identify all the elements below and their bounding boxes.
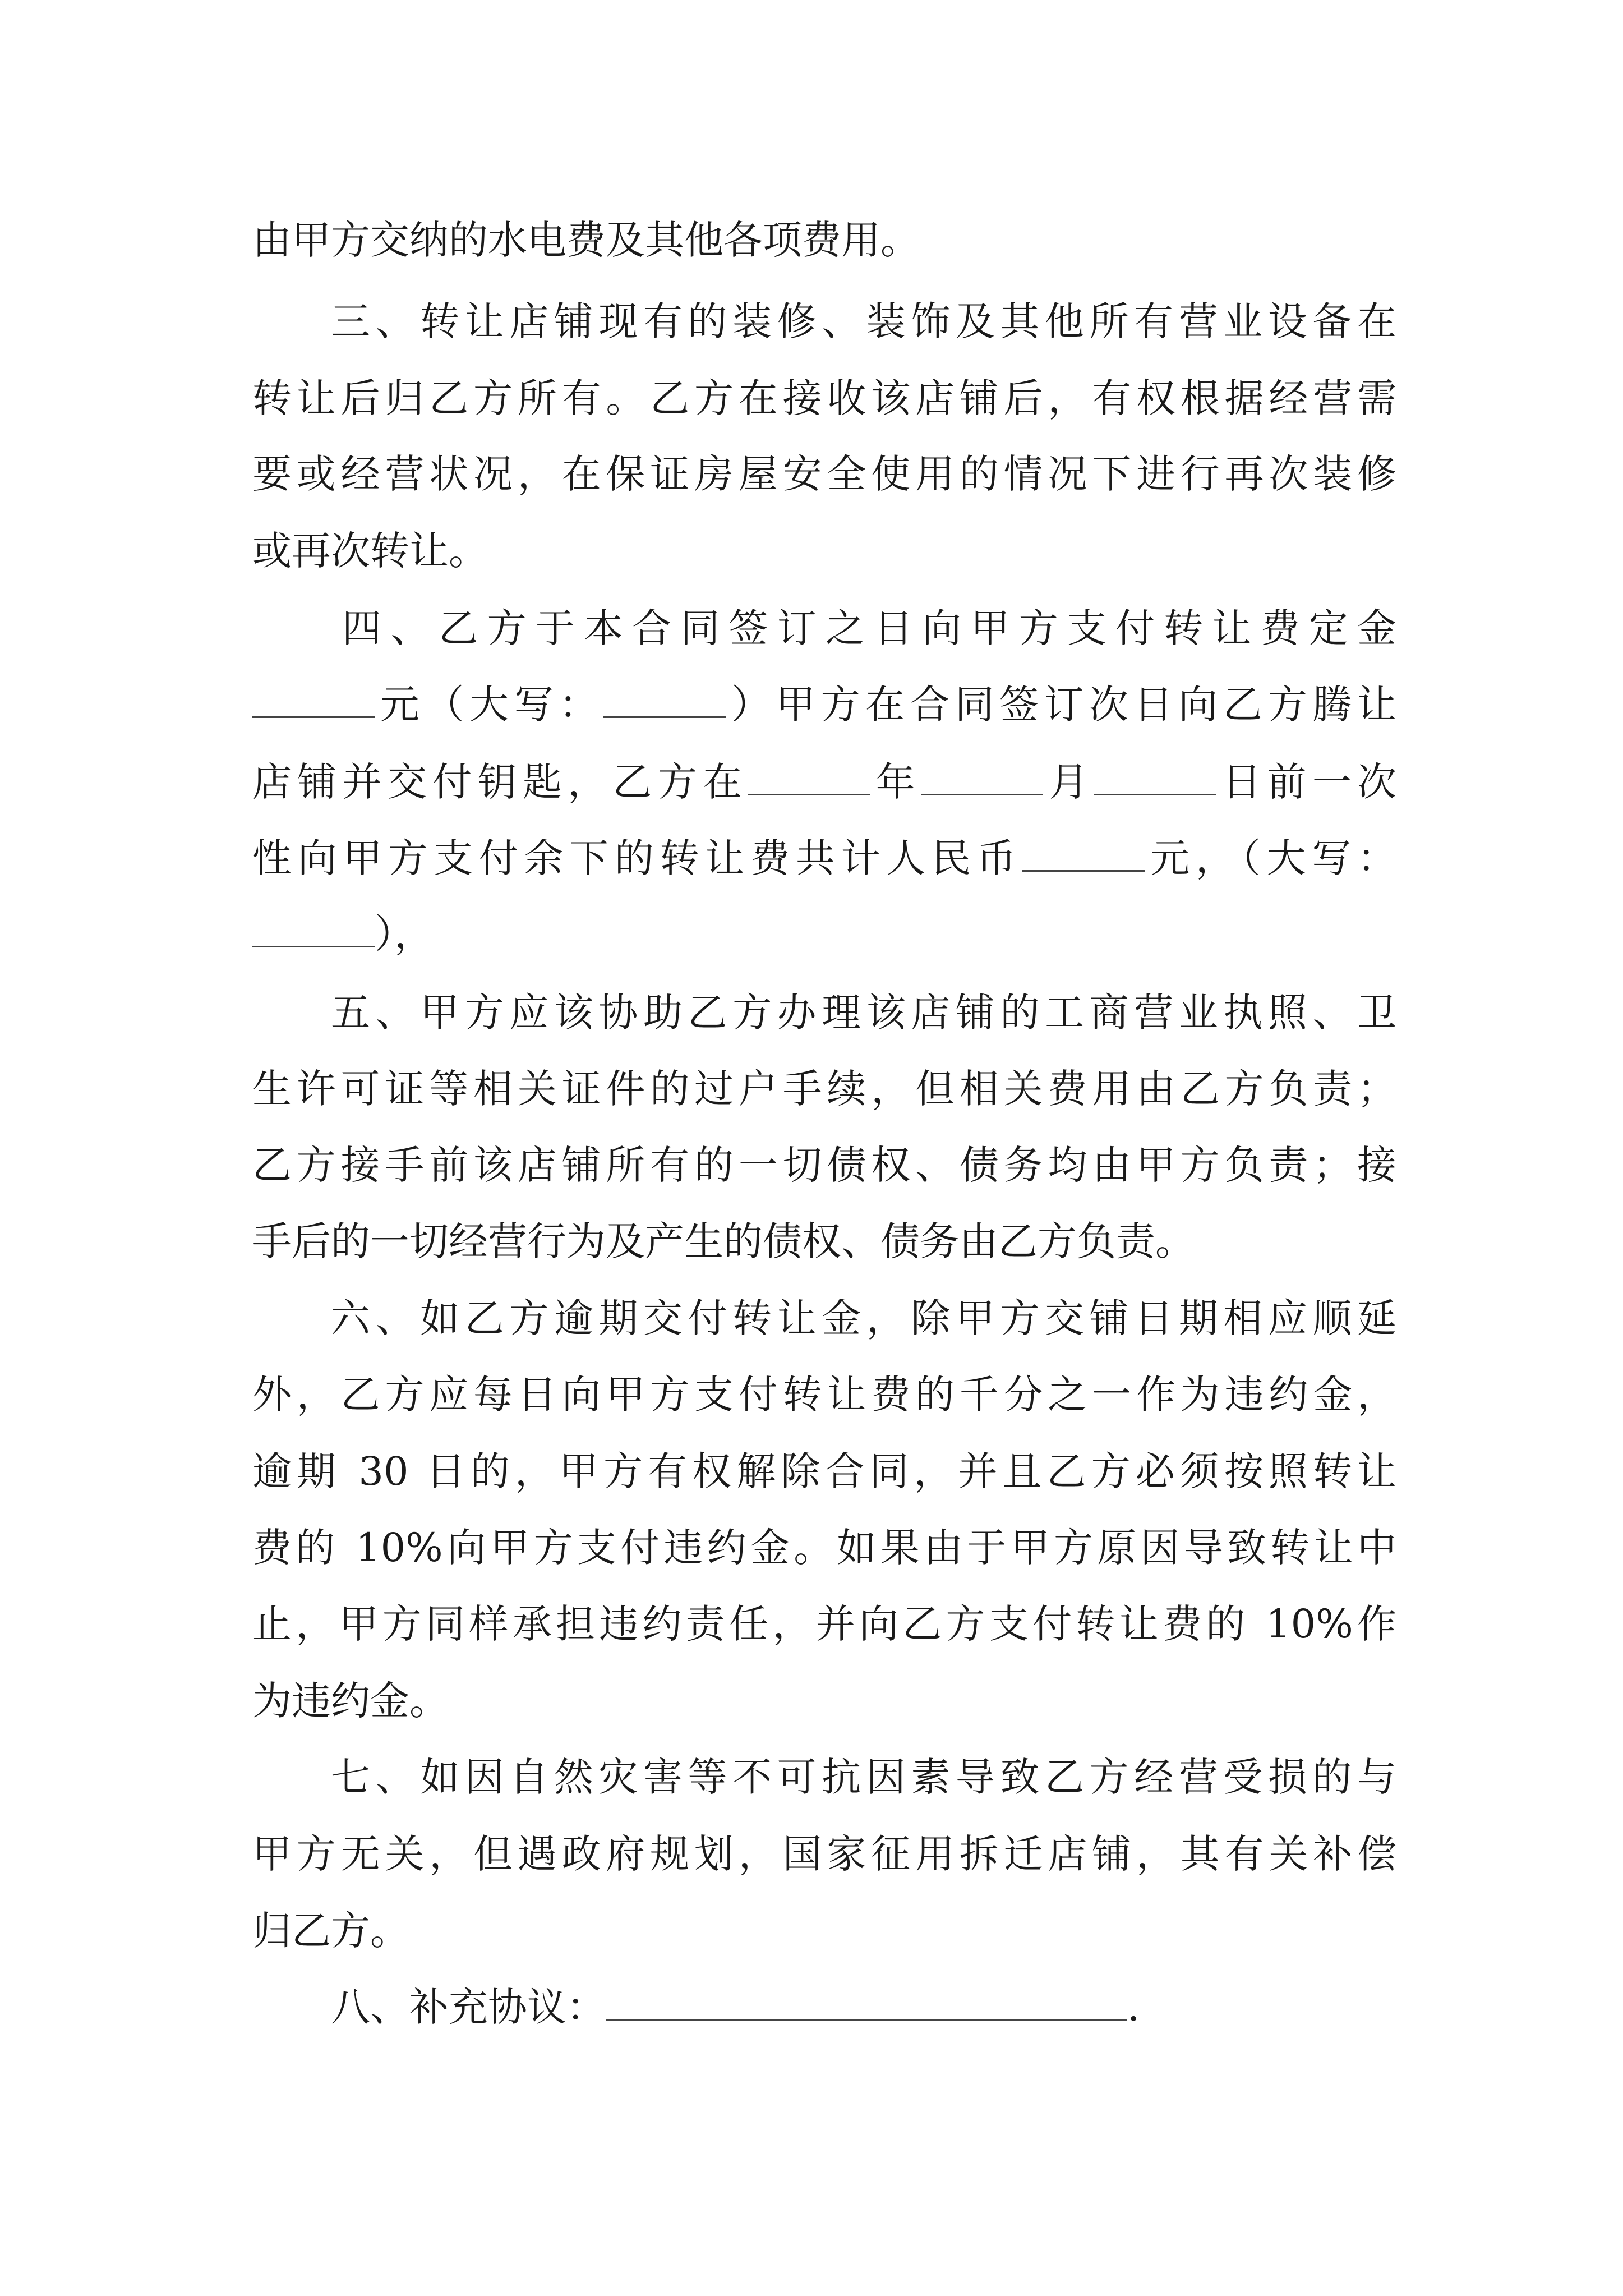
blank-deposit-amount <box>252 682 375 718</box>
blank-supplementary-agreement <box>606 1984 1127 2021</box>
clause-8-text: 八、补充协议： <box>331 1984 606 2030</box>
clause-4-line-3 <box>252 757 1396 807</box>
clause-8-line-1 <box>252 1982 1396 2032</box>
clause-5-line-2: 生许可证等相关证件的过户手续，但相关费用由乙方负责； <box>252 1066 1396 1112</box>
clause-5-line-1: 五、甲方应该协助乙方办理该店铺的工商营业执照、卫 <box>331 990 1396 1036</box>
clause-7-line-2: 甲方无关，但遇政府规划，国家征用拆迁店铺，其有关补偿 <box>252 1831 1396 1877</box>
clause-6-line-6: 为违约金。 <box>252 1678 449 1724</box>
clause-3-line-2: 转让后归乙方所有。乙方在接收该店铺后，有权根据经营需 <box>252 375 1396 421</box>
clause-4-text: 店铺并交付钥匙，乙方在 <box>252 759 748 805</box>
clause-4-text: 性向甲方支付余下的转让费共计人民币 <box>252 835 1022 881</box>
clause-4-text: 月 <box>1043 759 1094 805</box>
clause-5-line-3: 乙方接手前该店铺所有的一切债权、债务均由甲方负责；接 <box>252 1142 1396 1188</box>
blank-day <box>1094 759 1216 795</box>
clause-4-line-5 <box>252 909 1396 959</box>
paragraph-intro-line-1: 由甲方交纳的水电费及其他各项费用。 <box>252 217 920 263</box>
clause-6-line-1: 六、如乙方逾期交付转让金，除甲方交铺日期相应顺延 <box>331 1295 1396 1341</box>
blank-month <box>921 759 1043 795</box>
clause-4-line-4 <box>252 833 1396 884</box>
clause-3-line-4: 或再次转让。 <box>252 528 488 574</box>
clause-4-text: 年 <box>870 759 921 805</box>
clause-6-line-5: 止，甲方同样承担违约责任，并向乙方支付转让费的 10%作 <box>252 1601 1396 1647</box>
clause-7-line-3: 归乙方。 <box>252 1908 409 1954</box>
clause-7-line-1: 七、如因自然灾害等不可抗因素导致乙方经营受损的与 <box>331 1754 1396 1800</box>
clause-5-line-4: 手后的一切经营行为及产生的债权、债务由乙方负责。 <box>252 1218 1195 1264</box>
blank-balance-amount <box>1022 835 1145 872</box>
clause-3-line-3: 要或经营状况，在保证房屋安全使用的情况下进行再次装修 <box>252 451 1396 497</box>
clause-6-line-3: 逾期 30 日的，甲方有权解除合同，并且乙方必须按照转让 <box>252 1448 1396 1494</box>
clause-4-text: 元（大写： <box>375 682 604 728</box>
blank-deposit-words <box>603 682 726 718</box>
blank-year <box>748 759 870 795</box>
clause-8-text: . <box>1127 1984 1140 2030</box>
clause-6-line-4: 费的 10%向甲方支付违约金。如果由于甲方原因导致转让中 <box>252 1525 1396 1571</box>
clause-3-line-1: 三、转让店铺现有的装修、装饰及其他所有营业设备在 <box>331 298 1396 344</box>
blank-balance-words <box>252 911 375 947</box>
clause-4-text: ）， <box>375 911 434 957</box>
clause-4-line-2 <box>252 679 1396 730</box>
clause-4-line-1: 四、乙方于本合同签订之日向甲方支付转让费定金 <box>342 605 1396 651</box>
clause-4-text: 元，（大写： <box>1144 835 1396 881</box>
clause-4-text: ）甲方在合同签订次日向乙方腾让 <box>726 682 1396 728</box>
clause-6-line-2: 外，乙方应每日向甲方支付转让费的千分之一作为违约金， <box>252 1372 1396 1418</box>
clause-4-text: 日前一次 <box>1216 759 1396 805</box>
